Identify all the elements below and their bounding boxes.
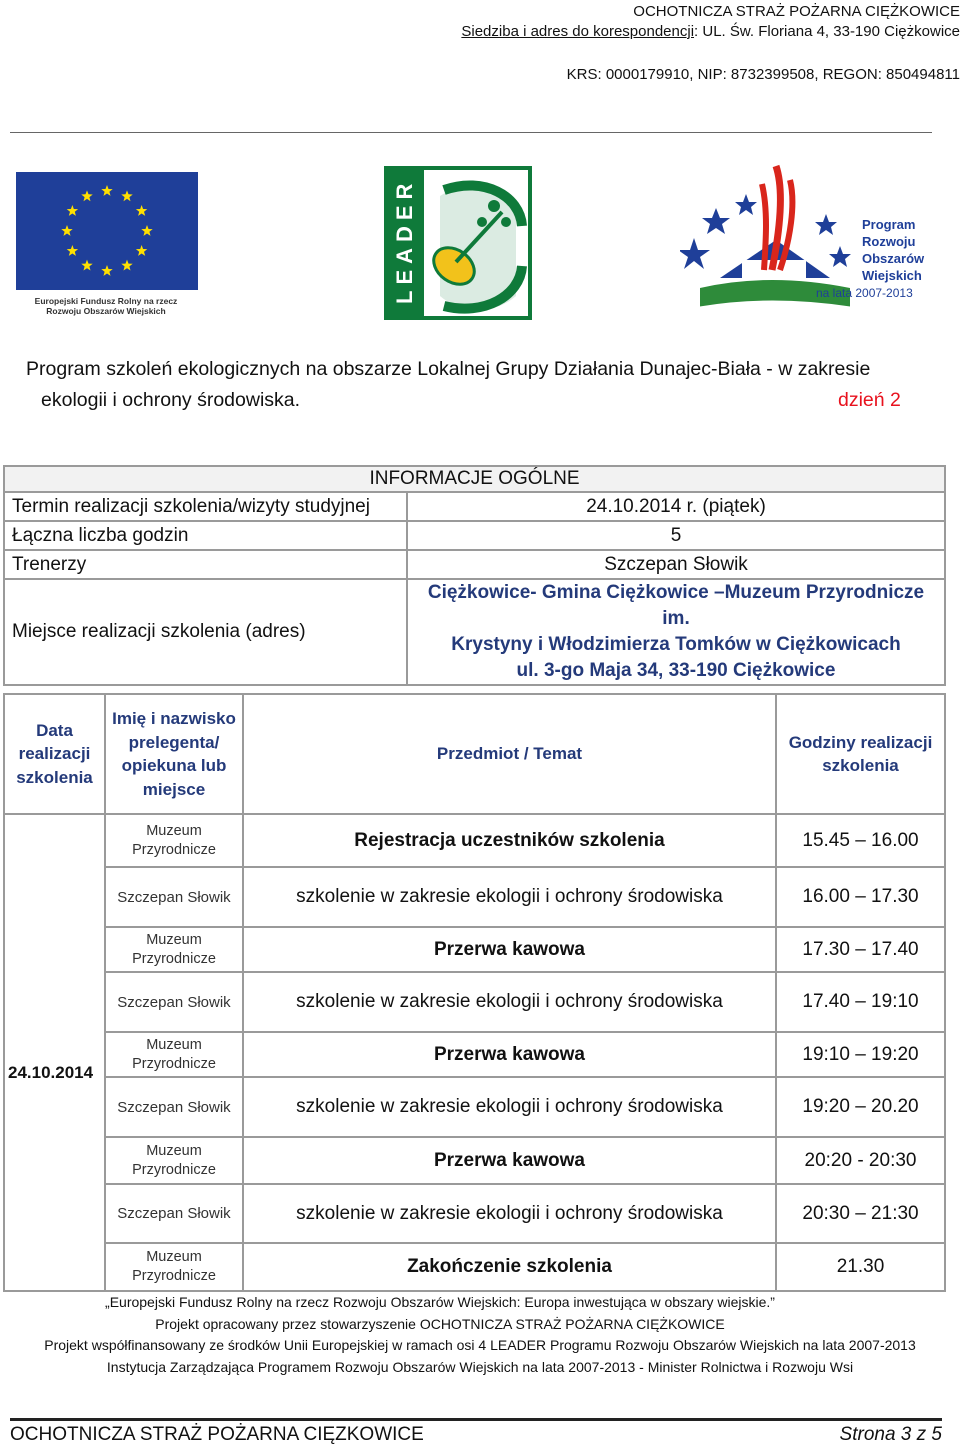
table-row bbox=[4, 1184, 945, 1243]
table-row bbox=[4, 1032, 945, 1077]
row-subject: Rejestracja uczestników szkolenia bbox=[243, 814, 776, 867]
eu-caption-1: Europejski Fundusz Rolny na rzecz bbox=[34, 296, 178, 306]
row-person: Szczepan Słowik bbox=[105, 1184, 243, 1243]
row-hours: 20:20 - 20:30 bbox=[776, 1137, 945, 1184]
trainers-value: Szczepan Słowik bbox=[407, 550, 945, 579]
footer-line-2: Projekt opracowany przez stowarzyszenie OCHOTNICZA STRAŻ POŻARNA CIĘŻKOWICE bbox=[155, 1315, 725, 1332]
schedule-date: 24.10.2014 bbox=[4, 814, 105, 1291]
row-subject: szkolenie w zakresie ekologii i ochrony środowiska bbox=[243, 1077, 776, 1137]
row-person: Muzeum Przyrodnicze bbox=[105, 1137, 243, 1184]
page-number: Strona 3 z 5 bbox=[839, 1424, 942, 1445]
footer-org: OCHOTNICZA STRAŻ POŻARNA CIĘZKOWICE bbox=[10, 1424, 424, 1445]
header-divider bbox=[10, 132, 932, 133]
row-subject: Zakończenie szkolenia bbox=[243, 1243, 776, 1291]
row-person: Szczepan Słowik bbox=[105, 972, 243, 1032]
table-row bbox=[4, 1077, 945, 1137]
col-hours-header: Godziny realizacji szkolenia bbox=[776, 694, 945, 814]
table-row bbox=[4, 1137, 945, 1184]
row-person: Szczepan Słowik bbox=[105, 1077, 243, 1137]
table-row bbox=[4, 972, 945, 1032]
hours-label: Łączna liczba godzin bbox=[4, 521, 407, 550]
hours-value: 5 bbox=[407, 521, 945, 550]
prow-logo bbox=[680, 160, 930, 310]
program-title-line2: ekologii i ochrony środowiska. bbox=[41, 389, 301, 411]
row-hours: 15.45 – 16.00 bbox=[776, 814, 945, 867]
row-hours: 16.00 – 17.30 bbox=[776, 867, 945, 927]
leader-logo bbox=[384, 166, 532, 320]
row-subject: Przerwa kawowa bbox=[243, 927, 776, 972]
eu-caption-2: Rozwoju Obszarów Wiejskich bbox=[46, 306, 166, 316]
footer-line-3: Projekt współfinansowany ze środków Unii Europejskiej w ramach osi 4 LEADER Programu Rozwoju Obszarów Wiejskich na lata 2007-2013 bbox=[44, 1337, 916, 1353]
schedule-table bbox=[3, 693, 946, 1292]
place-label: Miejsce realizacji szkolenia (adres) bbox=[4, 579, 407, 685]
row-hours: 17.30 – 17.40 bbox=[776, 927, 945, 972]
term-label: Termin realizacji szkolenia/wizyty studyjnej bbox=[4, 492, 407, 521]
prow-text: Program Rozwoju Obszarów Wiejskich bbox=[862, 217, 925, 283]
general-info-heading: INFORMACJE OGÓLNE bbox=[4, 466, 945, 492]
program-title-line1: Program szkoleń ekologicznych na obszarze Lokalnej Grupy Działania Dunajec-Biała - w zakresie bbox=[26, 358, 871, 380]
registry-numbers: KRS: 0000179910, NIP: 8732399508, REGON: 850494811 bbox=[566, 66, 960, 83]
row-subject: szkolenie w zakresie ekologii i ochrony środowiska bbox=[243, 867, 776, 927]
footer-line-1: „Europejski Fundusz Rolny na rzecz Rozwoju Obszarów Wiejskich: Europa inwestująca w obszary wiejskie.” bbox=[105, 1294, 775, 1310]
row-hours: 21.30 bbox=[776, 1243, 945, 1291]
place-value: Ciężkowice- Gmina Ciężkowice –Muzeum Przyrodnicze im. Krystyny i Włodzimierza Tomków w Ciężkowicach ul. 3-go Maja 34, 33-190 Ciężkowice bbox=[407, 579, 945, 685]
col-person-header: Imię i nazwisko prelegenta/ opiekuna lub miejsce bbox=[105, 694, 243, 814]
table-row bbox=[4, 814, 945, 867]
footer-line-4: Instytucja Zarządzająca Programem Rozwoju Obszarów Wiejskich na lata 2007-2013 - Minister Rolnictwa i Rozwoju Wsi bbox=[106, 1358, 854, 1375]
program-title bbox=[26, 354, 946, 416]
day-label: dzień 2 bbox=[838, 389, 901, 411]
row-subject: szkolenie w zakresie ekologii i ochrony środowiska bbox=[243, 1184, 776, 1243]
footer-divider bbox=[10, 1418, 942, 1421]
row-hours: 20:30 – 21:30 bbox=[776, 1184, 945, 1243]
row-person: Szczepan Słowik bbox=[105, 867, 243, 927]
row-subject: szkolenie w zakresie ekologii i ochrony środowiska bbox=[243, 972, 776, 1032]
row-subject: Przerwa kawowa bbox=[243, 1137, 776, 1184]
eu-logo bbox=[14, 170, 198, 320]
correspondence-address bbox=[461, 22, 960, 42]
row-hours: 19:10 – 19:20 bbox=[776, 1032, 945, 1077]
row-hours: 17.40 – 19:10 bbox=[776, 972, 945, 1032]
row-person: Muzeum Przyrodnicze bbox=[105, 1032, 243, 1077]
org-name: OCHOTNICZA STRAŻ POŻARNA CIĘŻKOWICE bbox=[633, 3, 960, 20]
footer-notes bbox=[0, 1292, 960, 1378]
address-label: Siedziba i adres do korespondencji bbox=[461, 23, 695, 40]
row-subject: Przerwa kawowa bbox=[243, 1032, 776, 1077]
table-row bbox=[4, 867, 945, 927]
col-date-header: Data realizacji szkolenia bbox=[4, 694, 105, 814]
table-row bbox=[4, 1243, 945, 1291]
address-value: : UL. Św. Floriana 4, 33-190 Ciężkowice bbox=[694, 23, 960, 40]
row-person: Muzeum Przyrodnicze bbox=[105, 927, 243, 972]
leader-text: LEADER bbox=[392, 177, 417, 304]
general-info-table bbox=[3, 465, 946, 686]
row-person: Muzeum Przyrodnicze bbox=[105, 1243, 243, 1291]
prow-years: na lata 2007-2013 bbox=[816, 286, 913, 300]
col-subject-header: Przedmiot / Temat bbox=[243, 694, 776, 814]
term-value: 24.10.2014 r. (piątek) bbox=[407, 492, 945, 521]
table-row bbox=[4, 927, 945, 972]
trainers-label: Trenerzy bbox=[4, 550, 407, 579]
row-hours: 19:20 – 20.20 bbox=[776, 1077, 945, 1137]
row-person: Muzeum Przyrodnicze bbox=[105, 814, 243, 867]
